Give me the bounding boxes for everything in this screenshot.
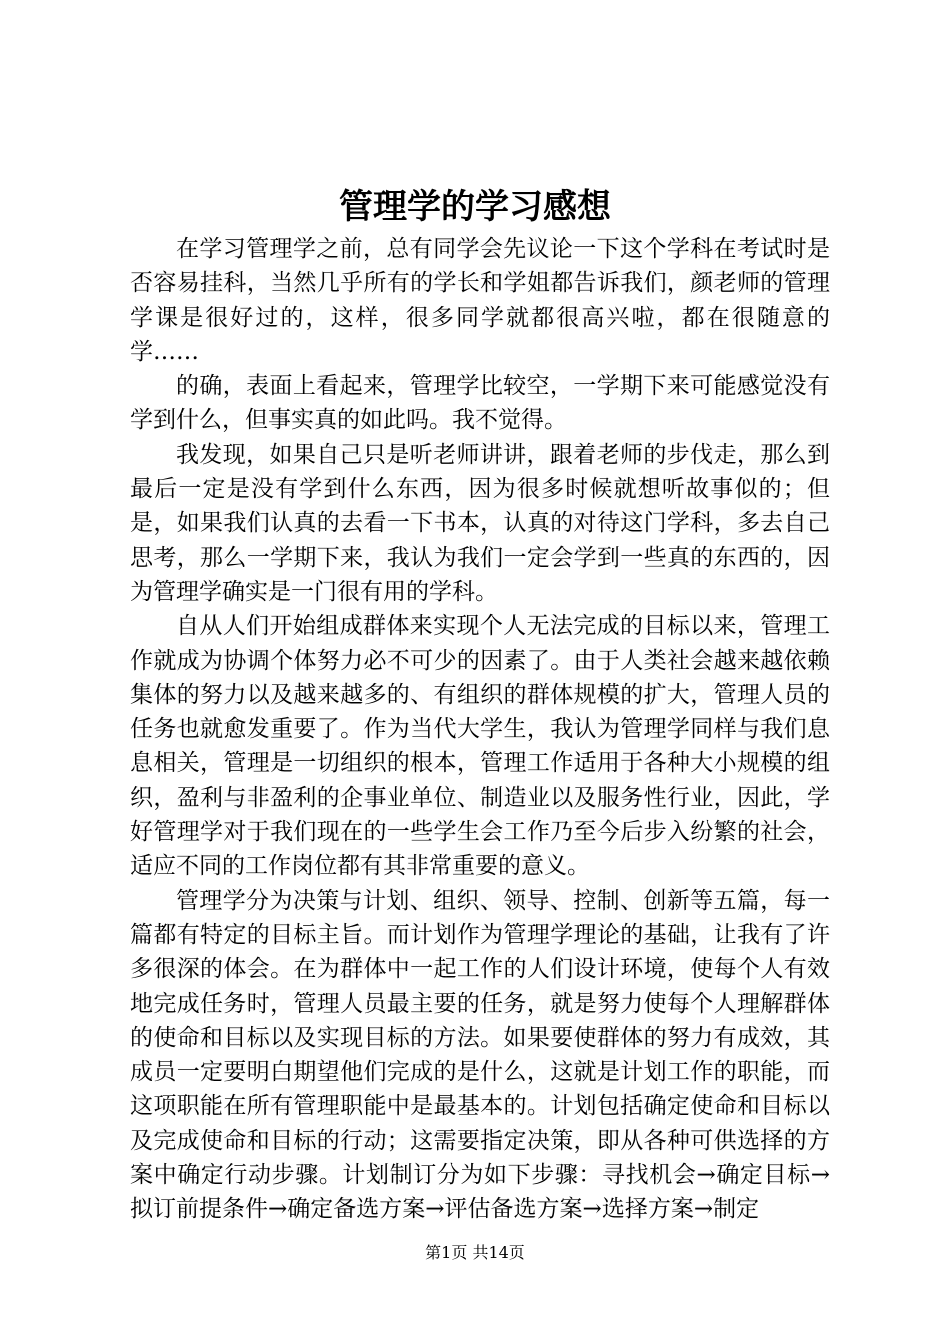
paragraph: 管理学分为决策与计划、组织、领导、控制、创新等五篇，每一篇都有特定的目标主旨。而计划作为管理学理论的基础，让我有了许多很深的体会。在为群体中一起工作的人们设计环境，使每个人有效地完成任务时，管理人员最主要的任务，就是努力使每个人理解群体的使命和目标以及实现目标的方法。如果要使群体的努力有成效，其成员一定要明白期望他们完成的是什么，这就是计划工作的职能，而这项职能在所有管理职能中是最基本的。计划包括确定使命和目标以及完成使命和目标的行动；这需要指定决策，即从各种可供选择的方案中确定行动步骤。计划制订分为如下步骤：寻找机会→确定目标→拟订前提条件→确定备选方案→评估备选方案→选择方案→制定 — [130, 887, 830, 1223]
paragraph: 我发现，如果自己只是听老师讲讲，跟着老师的步伐走，那么到最后一定是没有学到什么东西，因为很多时候就想听故事似的；但是，如果我们认真的去看一下书本，认真的对待这门学科，多去自己思考，那么一学期下来，我认为我们一定会学到一些真的东西的，因为管理学确实是一门很有用的学科。 — [130, 441, 830, 605]
paragraph: 自从人们开始组成群体来实现个人无法完成的目标以来，管理工作就成为协调个体努力必不可少的因素了。由于人类社会越来越依赖集体的努力以及越来越多的、有组织的群体规模的扩大，管理人员的任务也就愈发重要了。作为当代大学生，我认为管理学同样与我们息息相关，管理是一切组织的根本，管理工作适用于各种大小规模的组织，盈利与非盈利的企事业单位、制造业以及服务性行业，因此，学好管理学对于我们现在的一些学生会工作乃至今后步入纷繁的社会，适应不同的工作岗位都有其非常重要的意义。 — [130, 613, 830, 880]
paragraph: 的确，表面上看起来，管理学比较空，一学期下来可能感觉没有学到什么，但事实真的如此吗。我不觉得。 — [130, 373, 830, 434]
paragraph: 在学习管理学之前，总有同学会先议论一下这个学科在考试时是否容易挂科，当然几乎所有的学长和学姐都告诉我们，颜老师的管理学课是很好过的，这样，很多同学就都很高兴啦，都在很随意的学…… — [130, 236, 830, 365]
document-body — [130, 232, 830, 1227]
document-title: 管理学的学习感想 — [339, 187, 611, 227]
page-number-footer: 第1页 共14页 — [425, 1243, 525, 1262]
